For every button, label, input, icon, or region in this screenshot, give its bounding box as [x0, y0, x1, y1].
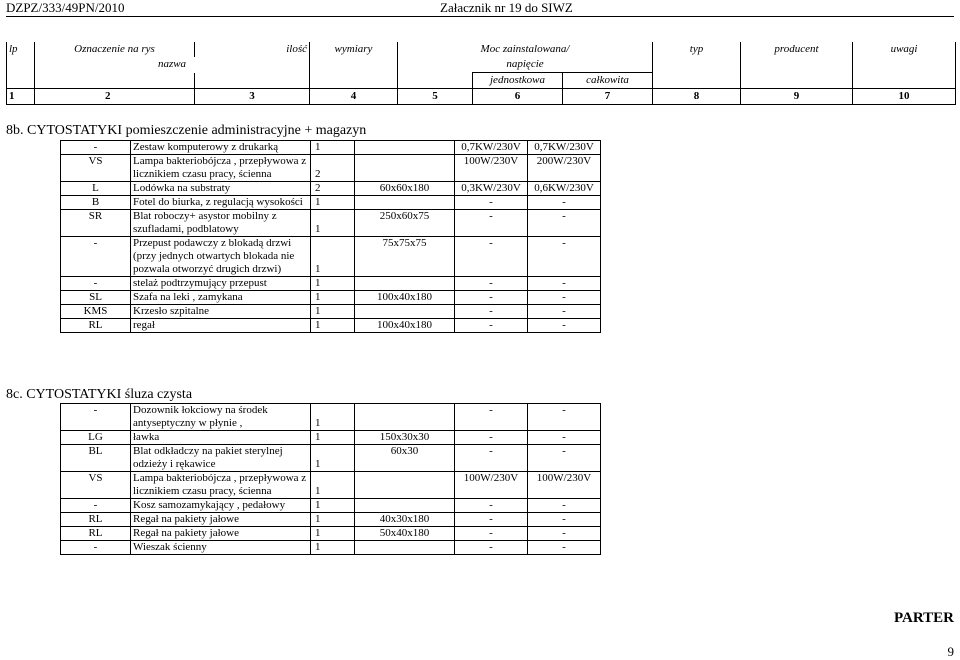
item-total-power: -: [528, 513, 601, 527]
item-quantity: 1: [311, 431, 355, 445]
col-nazwa: nazwa: [35, 57, 310, 73]
item-unit-power: -: [455, 196, 528, 210]
item-quantity: 1: [311, 319, 355, 333]
item-quantity: 1: [311, 237, 355, 277]
item-total-power: -: [528, 305, 601, 319]
item-quantity: 1: [311, 499, 355, 513]
item-total-power: -: [528, 196, 601, 210]
item-dimensions: [355, 277, 455, 291]
item-unit-power: -: [455, 210, 528, 237]
item-dimensions: 150x30x30: [355, 431, 455, 445]
item-quantity: 1: [311, 291, 355, 305]
item-name: Blat roboczy+ asystor mobilny z szufladami, podblatowy: [131, 210, 311, 237]
col-jednostkowa: jednostkowa: [473, 73, 563, 89]
item-code: -: [61, 541, 131, 555]
item-code: -: [61, 277, 131, 291]
table-row: [61, 182, 601, 196]
item-unit-power: -: [455, 319, 528, 333]
item-code: LG: [61, 431, 131, 445]
col-number: 9: [741, 89, 853, 105]
col-calkowita: całkowita: [563, 73, 653, 89]
floor-label: PARTER: [893, 610, 954, 626]
item-code: BL: [61, 445, 131, 472]
item-code: -: [61, 499, 131, 513]
item-name: Szafa na leki , zamykana: [131, 291, 311, 305]
item-name: Lampa bakteriobójcza , przepływowa z licznikiem czasu pracy, ścienna: [131, 155, 311, 182]
item-name: Przepust podawczy z blokadą drzwi (przy jednych otwartych blokada nie pozwala otworzyć drugich drzwi): [131, 237, 311, 277]
item-total-power: 0,7KW/230V: [528, 141, 601, 155]
item-name: Lodówka na substraty: [131, 182, 311, 196]
item-quantity: 1: [311, 196, 355, 210]
page-number: 9: [947, 644, 954, 659]
item-quantity: 1: [311, 472, 355, 499]
item-name: Dozownik łokciowy na środek antyseptyczny w płynie ,: [131, 404, 311, 431]
item-code: RL: [61, 319, 131, 333]
item-dimensions: 100x40x180: [355, 291, 455, 305]
item-name: Regał na pakiety jałowe: [131, 513, 311, 527]
item-quantity: 1: [311, 527, 355, 541]
col-producent: producent: [741, 42, 853, 57]
item-quantity: 1: [311, 541, 355, 555]
item-total-power: -: [528, 404, 601, 431]
item-dimensions: 40x30x180: [355, 513, 455, 527]
table-row: [61, 472, 601, 499]
item-unit-power: 0,3KW/230V: [455, 182, 528, 196]
item-name: ławka: [131, 431, 311, 445]
table-row: [61, 445, 601, 472]
item-dimensions: 250x60x75: [355, 210, 455, 237]
item-unit-power: -: [455, 431, 528, 445]
item-dimensions: 50x40x180: [355, 527, 455, 541]
col-lp: lp: [7, 42, 35, 57]
item-quantity: 1: [311, 513, 355, 527]
item-name: Krzesło szpitalne: [131, 305, 311, 319]
item-dimensions: [355, 141, 455, 155]
item-total-power: -: [528, 445, 601, 472]
item-name: stelaż podtrzymujący przepust: [131, 277, 311, 291]
item-unit-power: -: [455, 237, 528, 277]
col-number: 5: [398, 89, 473, 105]
col-wymiary: wymiary: [310, 42, 398, 57]
item-name: Zestaw komputerowy z drukarką: [131, 141, 311, 155]
col-number: 6: [473, 89, 563, 105]
item-quantity: 1: [311, 210, 355, 237]
document-reference: DZPZ/333/49PN/2010: [6, 0, 125, 15]
item-dimensions: 100x40x180: [355, 319, 455, 333]
item-quantity: 1: [311, 141, 355, 155]
item-code: KMS: [61, 305, 131, 319]
col-typ: typ: [653, 42, 741, 57]
item-dimensions: 60x30: [355, 445, 455, 472]
item-quantity: 1: [311, 277, 355, 291]
item-total-power: -: [528, 319, 601, 333]
item-unit-power: -: [455, 277, 528, 291]
col-number: 8: [653, 89, 741, 105]
table-row: [61, 237, 601, 277]
item-name: Lampa bakteriobójcza , przepływowa z licznikiem czasu pracy, ścienna: [131, 472, 311, 499]
item-unit-power: 100W/230V: [455, 155, 528, 182]
item-name: Blat odkładczy na pakiet sterylnej odzieży i rękawice: [131, 445, 311, 472]
item-name: Wieszak ścienny: [131, 541, 311, 555]
header-divider: [6, 16, 954, 17]
section-items-table: [60, 140, 601, 333]
item-unit-power: -: [455, 513, 528, 527]
col-oznaczenie: Oznaczenie na rys: [35, 42, 195, 57]
item-quantity: 2: [311, 182, 355, 196]
section-title: 8b. CYTOSTATYKI pomieszczenie administracyjne + magazyn: [6, 123, 367, 138]
col-number: 7: [563, 89, 653, 105]
attachment-label: Załacznik nr 19 do SIWZ: [440, 0, 573, 15]
item-name: Kosz samozamykający , pedałowy: [131, 499, 311, 513]
col-napiecie: napięcie: [398, 57, 653, 73]
item-unit-power: 100W/230V: [455, 472, 528, 499]
item-dimensions: [355, 472, 455, 499]
col-uwagi: uwagi: [853, 42, 956, 57]
item-unit-power: -: [455, 291, 528, 305]
item-code: -: [61, 237, 131, 277]
table-row: [61, 155, 601, 182]
table-row: [61, 431, 601, 445]
table-row: [61, 210, 601, 237]
item-dimensions: [355, 155, 455, 182]
item-dimensions: 75x75x75: [355, 237, 455, 277]
item-code: SL: [61, 291, 131, 305]
table-row: [61, 141, 601, 155]
section-items-table: [60, 403, 601, 555]
item-total-power: -: [528, 237, 601, 277]
col-number: 4: [310, 89, 398, 105]
item-code: B: [61, 196, 131, 210]
item-code: -: [61, 141, 131, 155]
col-number: 2: [35, 89, 195, 105]
table-row: [61, 305, 601, 319]
item-dimensions: 60x60x180: [355, 182, 455, 196]
item-name: Regał na pakiety jałowe: [131, 527, 311, 541]
item-dimensions: [355, 196, 455, 210]
col-moc: Moc zainstalowana/: [398, 42, 653, 57]
item-quantity: 1: [311, 305, 355, 319]
table-row: [61, 541, 601, 555]
item-name: regał: [131, 319, 311, 333]
item-dimensions: [355, 541, 455, 555]
table-row: [61, 513, 601, 527]
col-number: 3: [195, 89, 310, 105]
col-ilosc: ilość: [195, 42, 310, 57]
item-total-power: 200W/230V: [528, 155, 601, 182]
item-total-power: -: [528, 541, 601, 555]
item-unit-power: -: [455, 404, 528, 431]
item-total-power: 100W/230V: [528, 472, 601, 499]
item-code: SR: [61, 210, 131, 237]
item-code: L: [61, 182, 131, 196]
item-total-power: 0,6KW/230V: [528, 182, 601, 196]
column-header-table: [6, 42, 956, 105]
item-total-power: -: [528, 431, 601, 445]
table-row: [61, 404, 601, 431]
table-row: [61, 527, 601, 541]
item-total-power: -: [528, 210, 601, 237]
page-header: [0, 0, 960, 17]
item-name: Fotel do biurka, z regulacją wysokości: [131, 196, 311, 210]
item-total-power: -: [528, 277, 601, 291]
table-row: [61, 196, 601, 210]
item-unit-power: -: [455, 527, 528, 541]
col-number: 1: [7, 89, 35, 105]
item-total-power: -: [528, 499, 601, 513]
section-title: 8c. CYTOSTATYKI śluza czysta: [6, 387, 193, 402]
item-dimensions: [355, 305, 455, 319]
item-quantity: 1: [311, 445, 355, 472]
item-code: VS: [61, 472, 131, 499]
table-row: [61, 277, 601, 291]
item-quantity: 1: [311, 404, 355, 431]
item-code: RL: [61, 513, 131, 527]
col-number: 10: [853, 89, 956, 105]
table-row: [61, 499, 601, 513]
item-total-power: -: [528, 527, 601, 541]
item-unit-power: -: [455, 499, 528, 513]
item-total-power: -: [528, 291, 601, 305]
item-unit-power: -: [455, 445, 528, 472]
table-row: [61, 319, 601, 333]
item-code: VS: [61, 155, 131, 182]
item-unit-power: -: [455, 541, 528, 555]
item-dimensions: [355, 404, 455, 431]
item-quantity: 2: [311, 155, 355, 182]
item-unit-power: -: [455, 305, 528, 319]
item-unit-power: 0,7KW/230V: [455, 141, 528, 155]
table-row: [61, 291, 601, 305]
column-numbers-row: [7, 89, 956, 105]
item-dimensions: [355, 499, 455, 513]
item-code: -: [61, 404, 131, 431]
item-code: RL: [61, 527, 131, 541]
